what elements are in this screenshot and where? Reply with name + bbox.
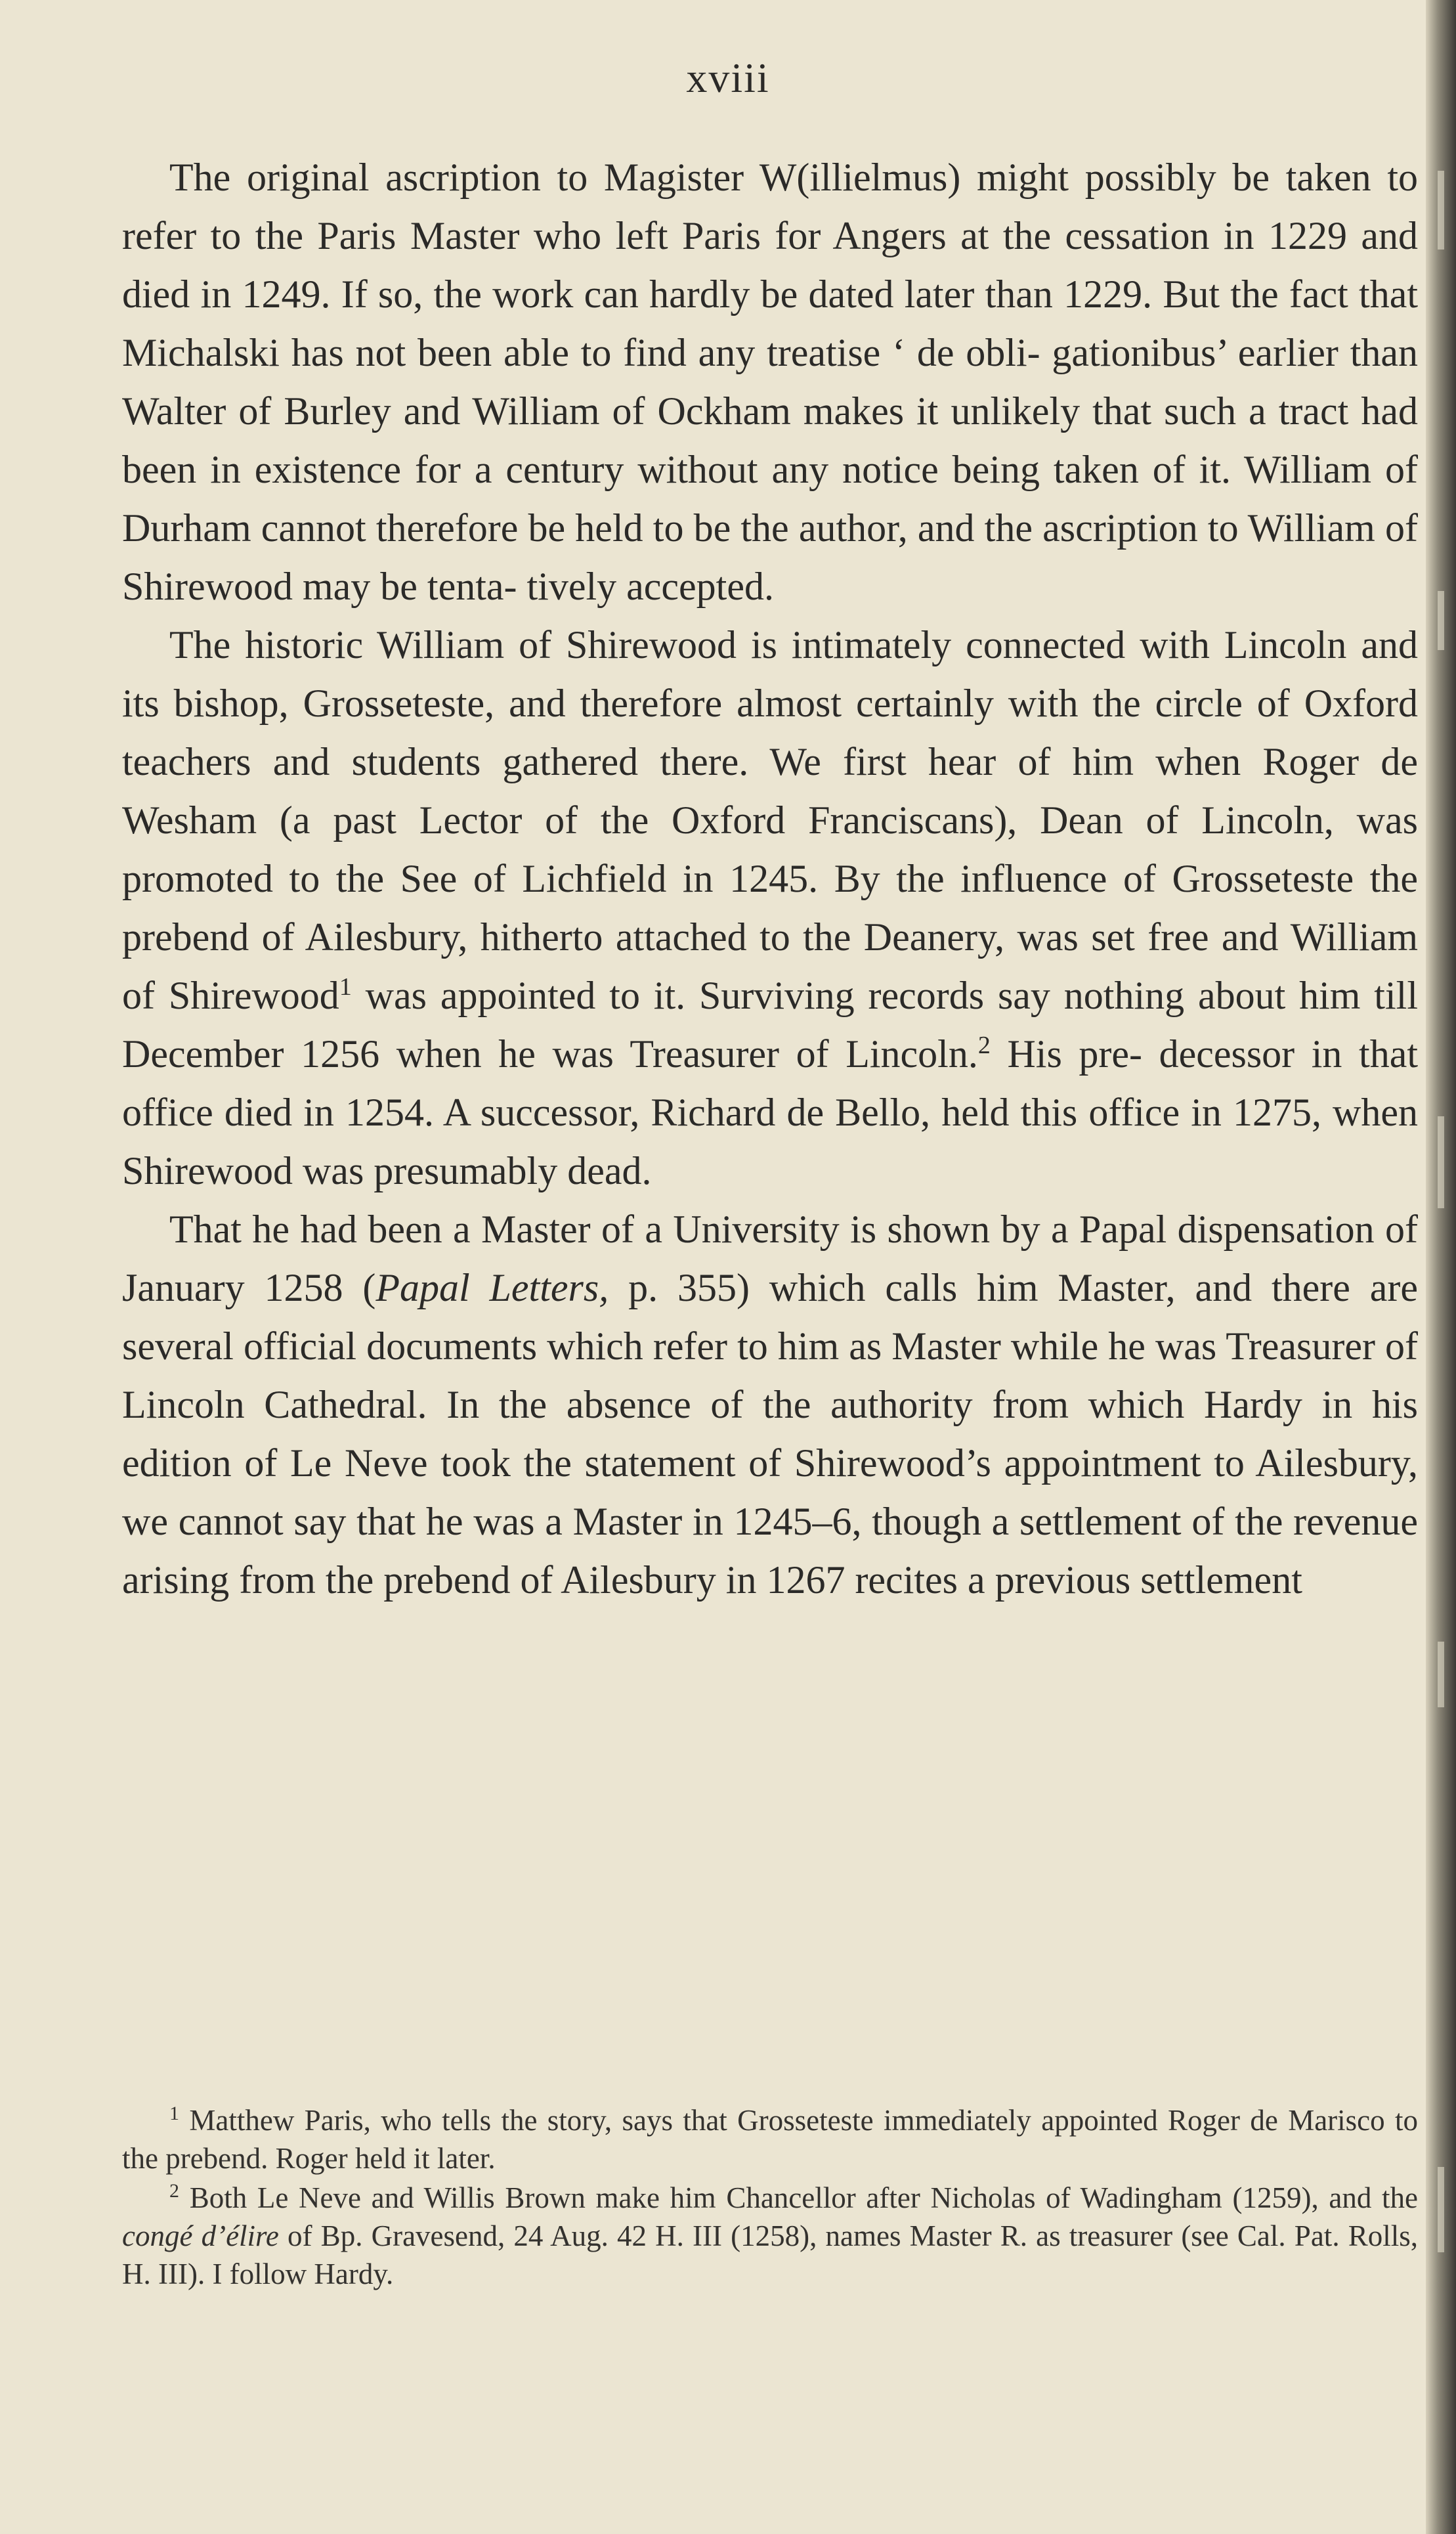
paragraph-3-text-b: p. 355) which calls him Master, and there are several official documents which refer to him as Master while he was Treasurer of Lincoln Cathedral. In the absence of the authority from which Hardy in his edition of Le Neve took the statement of Shirewood’s appointment to Ailesbury, we cannot say that he was a Master in 1245–6, though a settlement of the revenue arising from the prebend of Ailesbury in 1267 recites a previous settlement (122, 1266, 1418, 1602)
main-text (122, 148, 1418, 1609)
footnote-1-text: Matthew Paris, who tells the story, says that Grosseteste immediately appointed Roger de Marisco to the prebend. Roger held it later. (122, 2104, 1419, 2175)
footnotes (122, 2101, 1418, 2294)
footnote-2-text-b: of Bp. Gravesend, 24 Aug. 42 H. III (1258), names Master R. as treasurer (see Cal. Pat. Rolls, H. III). I follow Hardy. (122, 2219, 1418, 2290)
footnote-2-italic-term: congé d’élire (122, 2219, 279, 2252)
footnote-2-text-a: Both Le Neve and Willis Brown make him Chancellor after Nicholas of Wadingham (1259), and the (189, 2181, 1419, 2214)
citation-papal-letters: Papal Letters, (375, 1266, 609, 1309)
paragraph-2-text-b: was appointed to it. Surviving records say nothing about him till December 1256 when he was Treasurer of Lincoln. (122, 974, 1418, 1076)
paragraph-2-text-a: The historic William of Shirewood is intimately connected with Lincoln and its bishop, Grosseteste, and therefore almost certainly with the circle of Oxford teachers and students gathered there. We first hear of him when Roger de Wesham (a past Lector of the Oxford Franciscans), Dean of Lincoln, was promoted to the See of Lichfield in 1245. By the influence of Grosseteste the prebend of Ailesbury, hitherto attached to the Deanery, was set free and William of Shirewood (122, 623, 1418, 1017)
footnote-ref-1[interactable]: 1 (339, 973, 352, 1001)
page-number: xviii (686, 55, 770, 101)
paragraph-3-text-a: That he had been a Master of a University is shown by a Papal dispensation of January 1258 ( (122, 1208, 1418, 1309)
paragraph-1: The original ascription to Magister W(illielmus) might possibly be taken to refer to the Paris Master who left Paris for Angers at the cessation in 1229 and died in 1249. If so, the work can hardly be dated later than 1229. But the fact that Michalski has not been able to find any treatise ‘ de obli- gationibus’ earlier than Walter of Burley and William of Ockham makes it unlikely that such a tract had been in existence for a century without any notice being taken of it. William of Durham cannot therefore be held to be the author, and the ascription to William of Shirewood may be tenta- tively accepted. (122, 156, 1418, 608)
footnote-ref-2[interactable]: 2 (977, 1032, 991, 1059)
footnote-2-marker: 2 (169, 2180, 179, 2202)
footnote-1 (122, 2101, 1418, 2177)
footnote-1-marker: 1 (169, 2103, 179, 2124)
paragraph-3 (122, 1200, 1418, 1609)
footnote-2 (122, 2179, 1418, 2293)
page-edge-shadow (1426, 0, 1456, 2534)
paragraph-2 (122, 616, 1418, 1200)
paragraph-2-text-c: His pre- decessor in that office died in 1254. A successor, Richard de Bello, held this office in 1275, when Shirewood was presumably dead. (122, 1032, 1418, 1192)
